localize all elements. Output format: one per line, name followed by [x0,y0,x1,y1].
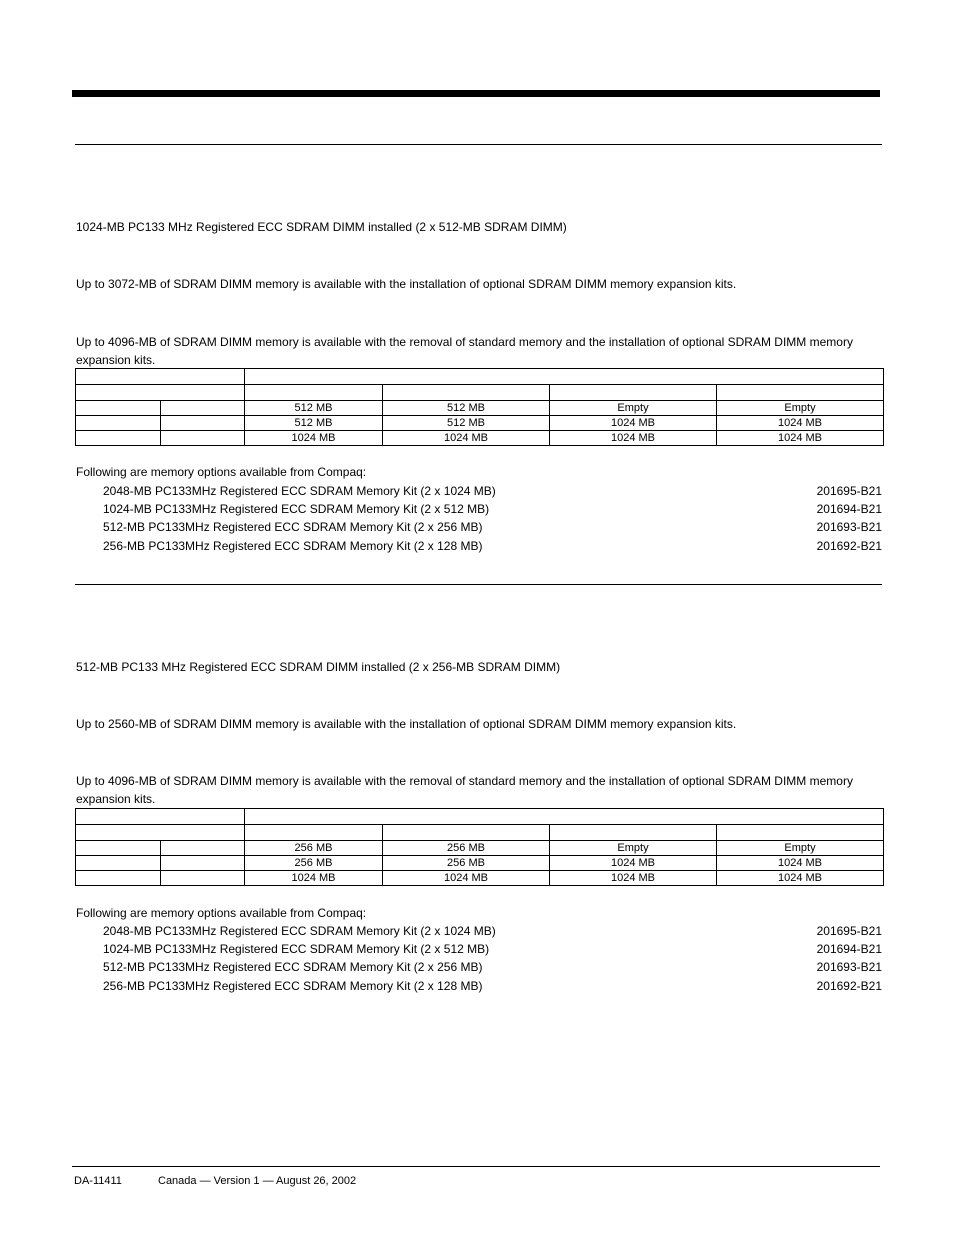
table-subheader-row [76,385,884,401]
option-name: 256-MB PC133MHz Registered ECC SDRAM Memory Kit (2 x 128 MB) [103,979,483,993]
slot-cell: Empty [717,841,884,856]
expansion-text: Up to 3072-MB of SDRAM DIMM memory is available with the installation of optional SDRAM DIMM memory expansion kits. [76,277,737,291]
table-header-row [76,369,884,385]
slot-cell: 1024 MB [383,431,550,446]
option-name: 512-MB PC133MHz Registered ECC SDRAM Memory Kit (2 x 256 MB) [103,520,483,534]
expansion-text: Up to 2560-MB of SDRAM DIMM memory is available with the installation of optional SDRAM DIMM memory expansion kits. [76,717,737,731]
footer-divider [72,1166,880,1167]
table-row [76,871,884,886]
slot-cell: 1024 MB [245,431,383,446]
slot-cell: 256 MB [383,841,550,856]
slot-cell: Empty [550,841,717,856]
slot-cell: 1024 MB [717,871,884,886]
option-part-number: 201695-B21 [816,924,882,938]
slot-cell: 512 MB [245,401,383,416]
option-name: 2048-MB PC133MHz Registered ECC SDRAM Memory Kit (2 x 1024 MB) [103,484,496,498]
slot-cell: Empty [550,401,717,416]
table-row [76,431,884,446]
slot-cell: 1024 MB [550,856,717,871]
option-name: 1024-MB PC133MHz Registered ECC SDRAM Memory Kit (2 x 512 MB) [103,502,490,516]
options-title: Following are memory options available from Compaq: [76,906,367,920]
slot-cell: 256 MB [383,856,550,871]
table-row [76,841,884,856]
slot-cell: 1024 MB [717,856,884,871]
table-row [76,401,884,416]
slot-cell: 512 MB [383,401,550,416]
option-part-number: 201692-B21 [816,539,882,553]
footer-edition: Canada — Version 1 — August 26, 2002 [158,1175,357,1187]
slot-cell: 1024 MB [245,871,383,886]
slot-cell: Empty [717,401,884,416]
slot-cell: 1024 MB [550,871,717,886]
slot-cell: 512 MB [383,416,550,431]
maximum-memory-text: Up to 4096-MB of SDRAM DIMM memory is available with the removal of standard memory and the installation of optional SDRAM DIMM memory expansion kits. [76,335,853,367]
slot-cell: 512 MB [245,416,383,431]
table-row [76,856,884,871]
option-part-number: 201692-B21 [816,979,882,993]
footer-doc-id: DA-11411 [74,1175,122,1187]
section-divider [75,584,882,585]
option-part-number: 201695-B21 [816,484,882,498]
table-header-row [76,809,884,825]
table-subheader-row [76,825,884,841]
section-divider [75,144,882,145]
memory-configuration-table [75,368,884,446]
option-name: 256-MB PC133MHz Registered ECC SDRAM Memory Kit (2 x 128 MB) [103,539,483,553]
maximum-memory-text: Up to 4096-MB of SDRAM DIMM memory is available with the removal of standard memory and the installation of optional SDRAM DIMM memory expansion kits. [76,774,853,806]
slot-cell: 1024 MB [717,416,884,431]
slot-cell: 1024 MB [550,431,717,446]
option-name: 1024-MB PC133MHz Registered ECC SDRAM Memory Kit (2 x 512 MB) [103,942,490,956]
slot-cell: 1024 MB [550,416,717,431]
slot-cell: 256 MB [245,856,383,871]
option-part-number: 201693-B21 [816,520,882,534]
option-part-number: 201694-B21 [816,942,882,956]
slot-cell: 1024 MB [717,431,884,446]
options-title: Following are memory options available from Compaq: [76,465,367,479]
header-bar [72,90,880,97]
slot-cell: 1024 MB [383,871,550,886]
standard-memory-text: 512-MB PC133 MHz Registered ECC SDRAM DIMM installed (2 x 256-MB SDRAM DIMM) [76,660,561,674]
option-part-number: 201693-B21 [816,960,882,974]
option-name: 2048-MB PC133MHz Registered ECC SDRAM Memory Kit (2 x 1024 MB) [103,924,496,938]
standard-memory-text: 1024-MB PC133 MHz Registered ECC SDRAM DIMM installed (2 x 512-MB SDRAM DIMM) [76,220,567,234]
memory-configuration-table [75,808,884,886]
option-name: 512-MB PC133MHz Registered ECC SDRAM Memory Kit (2 x 256 MB) [103,960,483,974]
slot-cell: 256 MB [245,841,383,856]
option-part-number: 201694-B21 [816,502,882,516]
table-row [76,416,884,431]
